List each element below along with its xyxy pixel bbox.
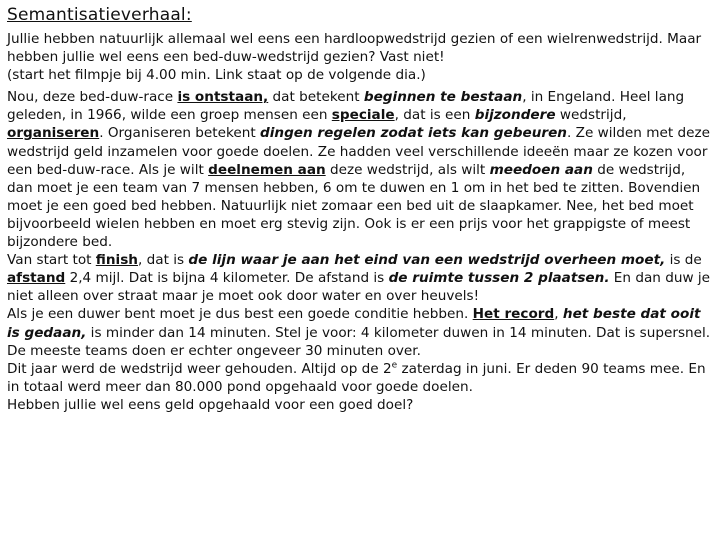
text-run: dat betekent — [268, 89, 364, 106]
keyword-deelnemen-aan: deelnemen aan — [208, 161, 326, 178]
definition-afstand: de ruimte tussen 2 plaatsen. — [388, 270, 610, 287]
text-run: , dat is — [137, 252, 189, 269]
keyword-finish: finish — [95, 252, 138, 269]
text-run: , dat is een — [394, 107, 475, 124]
page-title: Semantisatieverhaal: — [7, 5, 192, 25]
ordinal-superscript: e — [391, 360, 398, 371]
text-run: (start het filmpje bij 4.00 min. Link staat op de volgende dia.) — [7, 67, 426, 84]
paragraph-record — [7, 305, 715, 359]
definition-record: het beste dat ooit is gedaan, — [7, 306, 701, 341]
text-run: 2,4 mijl. Dat is bijna 4 kilometer. De afstand is — [65, 270, 389, 287]
paragraph-question — [7, 396, 715, 414]
keyword-afstand: afstand — [7, 270, 66, 287]
paragraph-intro — [7, 30, 715, 66]
text-run: . Organiseren betekent — [99, 125, 260, 142]
paragraph-origin — [7, 88, 715, 251]
definition-ontstaan: beginnen te bestaan — [363, 89, 523, 106]
text-run: Jullie hebben natuurlijk allemaal wel eens een hardloopwedstrijd gezien of een wielrenwedstrijd. Maar hebben jullie wel eens een bed-duw-wedstrijd gezien? Vast niet! — [7, 31, 702, 66]
story-text — [7, 30, 715, 414]
text-run: de wedstrijd, dan moet je een team van 7 mensen hebben, 6 om te duwen en 1 om in het bed te zitten. Bovendien moet je een goed bed hebben. Natuurlijk niet zomaar een bed uit de slaapkamer. Nee, het bed moet bijvoorbeeld wielen hebben en moet erg stevig zijn. Ook is er een prijs voor het grappigste of meest bijzondere bed. — [7, 161, 701, 251]
text-run: Nou, deze bed-duw-race — [7, 89, 178, 106]
text-run: is de — [665, 252, 702, 269]
text-run: is minder dan 14 minuten. Stel je voor: 4 kilometer duwen in 14 minuten. Dat is supersnel. De meeste teams doen er echter ongeveer 30 minuten over. — [7, 324, 711, 359]
text-run: Als je een duwer bent moet je dus best een goede conditie hebben. — [7, 306, 473, 323]
definition-organiseren: dingen regelen zodat iets kan gebeuren — [260, 125, 567, 142]
paragraph-this-year — [7, 360, 715, 396]
text-run: . Ze wilden met deze wedstrijd geld inzamelen voor goede doelen. Ze hadden veel verschillende ideeën maar ze kozen voor een bed-duw-race. Als je wilt — [7, 125, 710, 178]
text-run: Dit jaar werd de wedstrijd weer gehouden. Altijd op de 2 — [7, 360, 392, 377]
definition-speciale: bijzondere — [474, 107, 556, 124]
keyword-ontstaan: is ontstaan, — [177, 89, 269, 106]
definition-finish: de lijn waar je aan het eind van een wedstrijd overheen moet, — [188, 252, 666, 269]
keyword-organiseren: organiseren — [7, 125, 100, 142]
text-run: Van start tot — [7, 252, 96, 269]
text-run: Hebben jullie wel eens geld opgehaald voor een goed doel? — [7, 396, 414, 413]
text-run: deze wedstrijd, als wilt — [325, 161, 490, 178]
keyword-speciale: speciale — [331, 107, 395, 124]
paragraph-video-instruction — [7, 66, 715, 84]
paragraph-distance — [7, 251, 715, 305]
text-run: zaterdag in juni. Er deden 90 teams mee. En in totaal werd meer dan 80.000 pond opgehaald voor goede doelen. — [7, 360, 706, 395]
text-run: , — [554, 306, 563, 323]
text-run: En dan duw je niet alleen over straat maar je moet ook door water en over heuvels! — [7, 270, 711, 305]
text-run: , in Engeland. Heel lang geleden, in 1966, wilde een groep mensen een — [7, 89, 685, 124]
definition-deelnemen-aan: meedoen aan — [489, 161, 593, 178]
keyword-record: Het record — [472, 306, 555, 323]
text-run: wedstrijd, — [555, 107, 627, 124]
